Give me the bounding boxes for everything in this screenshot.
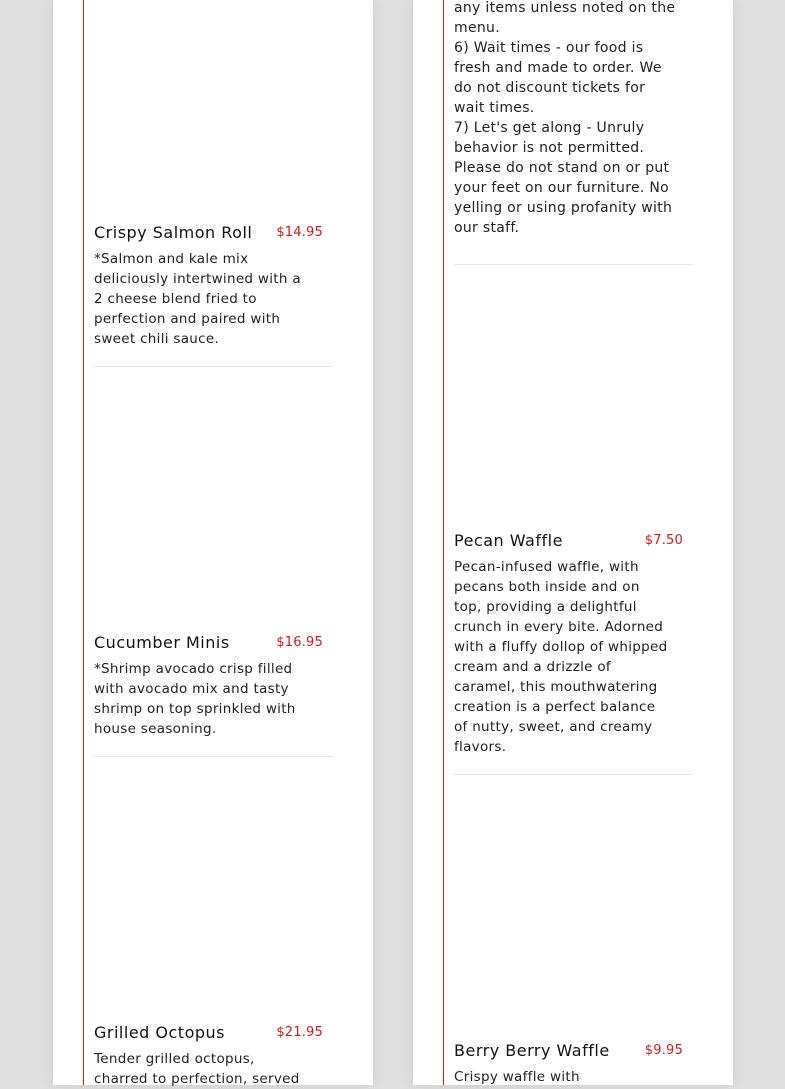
item-name: Cucumber Minis: [94, 633, 230, 652]
menu-item[interactable]: [454, 1041, 693, 1087]
menu-item[interactable]: [94, 1023, 333, 1089]
item-name: Crispy Salmon Roll: [94, 223, 253, 242]
policy-rule-7: 7) Let's get along - Unruly behavior is not permitted. Please do not stand on or put your feet on our furniture. No yelling or using profanity with our staff.: [454, 120, 673, 236]
item-price: $9.95: [644, 1043, 683, 1058]
item-price: $16.95: [276, 635, 323, 650]
item-price: $7.50: [644, 533, 683, 548]
menu-column-left: [53, 0, 373, 1085]
policy-notes: [454, 0, 676, 238]
item-divider: [94, 756, 333, 757]
item-description: Pecan-infused waffle, with pecans both inside and on top, providing a delightful crunch in every bite. Adorned with a fluffy dollop of whipped cream and a drizzle of caramel, this mouthwatering creation is a perfect balance of nutty, sweet, and creamy flavors.: [454, 559, 668, 755]
accent-line: [443, 0, 444, 1085]
accent-line: [83, 0, 84, 1085]
menu-column-right: [413, 0, 733, 1085]
item-name: Pecan Waffle: [454, 531, 563, 550]
item-name: Grilled Octopus: [94, 1023, 225, 1042]
policy-rule-6: 6) Wait times - our food is fresh and made to order. We do not discount tickets for wait times.: [454, 40, 662, 116]
menu-item[interactable]: [454, 531, 693, 757]
item-description: Tender grilled octopus, charred to perfection, served: [94, 1051, 300, 1087]
item-description: *Salmon and kale mix deliciously intertwined with a 2 cheese blend fried to perfection and paired with sweet chili sauce.: [94, 251, 301, 347]
menu-item[interactable]: [94, 223, 333, 349]
item-price: $21.95: [276, 1025, 323, 1040]
policy-text: any items unless noted on the menu.: [454, 0, 676, 36]
item-divider: [454, 774, 693, 775]
item-description: Crispy waffle with: [454, 1069, 580, 1085]
item-price: $14.95: [276, 225, 323, 240]
item-name: Berry Berry Waffle: [454, 1041, 610, 1060]
item-divider: [454, 264, 693, 265]
item-description: *Shrimp avocado crisp filled with avocado mix and tasty shrimp on top sprinkled with house seasoning.: [94, 661, 296, 737]
item-divider: [94, 366, 333, 367]
menu-item[interactable]: [94, 633, 333, 739]
